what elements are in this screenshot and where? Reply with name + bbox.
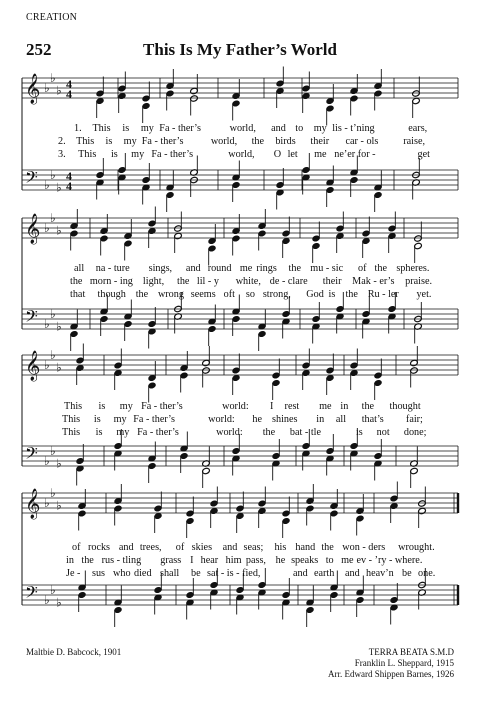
arranger-credit: Arr. Edward Shippen Barnes, 1926 — [328, 669, 454, 679]
lyric-syllable: Fa - ther’s — [159, 123, 201, 134]
lyric-syllable: the — [345, 289, 358, 300]
lyric-syllable: ears, — [408, 123, 428, 134]
flat-sign: ♭ — [44, 317, 50, 331]
lyric-syllable: and — [293, 568, 308, 579]
lyric-syllable: This — [62, 414, 81, 425]
lyric-syllable: the — [361, 401, 375, 412]
lyric-syllable: speaks — [291, 555, 319, 566]
lyric-syllable: yet. — [416, 289, 432, 300]
bass-staff — [22, 167, 458, 195]
lyric-syllable: de - clare — [269, 276, 308, 287]
lyric-syllable: the — [81, 555, 94, 566]
lyric-syllable: sings, — [148, 263, 173, 274]
lyric-syllable: Je - — [66, 568, 81, 579]
lyric-syllable: my — [119, 401, 133, 412]
lyric-syllable: trees, — [139, 542, 162, 553]
lyric-syllable: rocks — [87, 542, 111, 553]
lyric-syllable: Fa - ther’s — [141, 136, 184, 147]
lyric-syllable: though — [97, 289, 126, 300]
flat-sign: ♭ — [56, 83, 62, 98]
flat-sign: ♭ — [44, 358, 50, 372]
lyric-syllable: to — [325, 555, 334, 566]
lyric-syllable: 1. — [74, 123, 82, 134]
flat-sign: ♭ — [50, 168, 56, 182]
lyric-syllable: my — [313, 123, 327, 134]
lyric-syllable: one. — [418, 568, 436, 579]
lyric-syllable: all — [335, 414, 347, 425]
lyric-syllable: hear — [200, 555, 219, 566]
lyric-syllable: wrong — [157, 289, 184, 300]
lyric-syllable: Fa - ther’s — [137, 427, 179, 438]
lyric-syllable: birds — [275, 136, 296, 147]
lyric-syllable: spheres. — [396, 263, 430, 274]
lyric-syllable: This — [76, 136, 95, 147]
lyric-syllable: is — [328, 289, 336, 300]
flat-sign: ♭ — [44, 454, 50, 468]
lyric-syllable: the — [288, 263, 301, 274]
lyric-syllable: his — [274, 542, 287, 553]
lyric-syllable: mu - sic — [310, 263, 344, 274]
lyric-syllable: the — [262, 427, 276, 438]
lyric-syllable: the — [176, 276, 190, 287]
lyric-syllable: car - ols — [345, 136, 379, 147]
treble-clef: 𝄞 — [25, 351, 41, 381]
lyric-syllable: world, — [229, 123, 256, 134]
lyric-syllable: of — [72, 542, 81, 553]
lyric-syllable: Mak - er’s — [352, 276, 395, 287]
lyric-syllable: lis - t’ning — [332, 123, 375, 134]
lyric-syllable: I — [190, 555, 194, 566]
treble-staff — [22, 211, 458, 245]
lyric-syllable: world: — [216, 427, 243, 438]
time-signature-bottom: 4 — [66, 87, 72, 101]
lyric-syllable: him — [225, 555, 242, 566]
lyric-syllable: the — [374, 263, 388, 274]
lyric-syllable: hand — [295, 542, 316, 553]
lyric-syllable: the — [321, 542, 334, 553]
lyric-syllable: he — [275, 555, 286, 566]
lyric-syllable: of — [357, 263, 367, 274]
lyric-syllable: who — [113, 568, 131, 579]
lyric-syllable: I — [269, 401, 274, 412]
lyric-syllable: all — [74, 263, 85, 274]
lyric-syllable: God — [306, 289, 324, 300]
lyric-syllable: is — [355, 427, 363, 438]
lyric-syllable: grass — [160, 555, 182, 566]
lyric-syllable: rus - tling — [101, 555, 142, 566]
lyric-syllable: won - ders — [342, 542, 386, 553]
lyric-syllable: pass, — [245, 555, 266, 566]
lyric-syllable: done; — [403, 427, 427, 438]
flat-sign: ♭ — [44, 81, 50, 95]
lyric-syllable: me — [239, 263, 253, 274]
lyric-syllable: 3. — [58, 149, 66, 160]
lyric-syllable: get — [417, 149, 430, 160]
lyric-syllable: is — [110, 149, 118, 160]
lyric-syllable: Fa - ther’s — [141, 401, 183, 412]
lyric-syllable: and — [271, 123, 286, 134]
lyric-syllable: me — [319, 401, 332, 412]
lyric-syllable: shines — [272, 414, 298, 425]
lyric-syllable: skies — [191, 542, 213, 553]
flat-sign: ♭ — [56, 360, 62, 375]
lyric-syllable: the — [251, 136, 265, 147]
lyric-syllable: my — [140, 123, 154, 134]
lyric-syllable: world: — [208, 414, 235, 425]
lyric-syllable: white, — [235, 276, 261, 287]
lyric-syllable: Fa - ther’s — [133, 414, 175, 425]
lyric-syllable: is — [93, 414, 101, 425]
lyric-syllable: my — [131, 149, 145, 160]
lyric-syllable: he — [252, 414, 263, 425]
lyric-syllable: world: — [222, 401, 249, 412]
flat-sign: ♭ — [44, 593, 50, 607]
lyric-syllable: me — [341, 555, 354, 566]
hymn-title: This Is My Father’s World — [143, 40, 337, 59]
lyric-syllable: Ru - ler — [367, 289, 399, 300]
flat-sign: ♭ — [50, 71, 56, 85]
lyric-syllable: world, — [210, 136, 238, 147]
lyric-syllable: is — [98, 401, 106, 412]
composer-credit: Franklin L. Sheppard, 1915 — [354, 658, 454, 668]
lyric-syllable: died — [134, 568, 152, 579]
lyric-syllable: and — [185, 263, 201, 274]
lyric-syllable: me — [314, 149, 327, 160]
lyric-syllable: strong, — [262, 289, 291, 300]
bass-staff — [22, 443, 458, 471]
flat-sign: ♭ — [56, 319, 62, 334]
lyric-syllable: is — [95, 427, 103, 438]
lyric-syllable: rings — [256, 263, 277, 274]
flat-sign: ♭ — [56, 180, 62, 195]
lyric-syllable: fair; — [405, 414, 423, 425]
treble-clef: 𝄞 — [25, 214, 41, 244]
tune-name: TERRA BEATA S.M.D — [368, 647, 454, 657]
lyric-syllable: is — [122, 123, 130, 134]
lyric-syllable: na - ture — [95, 263, 130, 274]
treble-clef: 𝄞 — [25, 74, 41, 104]
lyric-syllable: and — [118, 542, 134, 553]
lyric-syllable: be — [191, 568, 201, 579]
lyric-syllable: their — [310, 136, 330, 147]
lyric-syllable: wrought. — [398, 542, 435, 553]
lyric-syllable: light, — [142, 276, 165, 287]
lyric-syllable: in — [66, 555, 74, 566]
flat-sign: ♭ — [44, 221, 50, 235]
flat-sign: ♭ — [44, 496, 50, 510]
hymn-number: 252 — [26, 40, 52, 59]
lyric-syllable: the — [70, 276, 83, 287]
lyric-syllable: my — [116, 427, 130, 438]
lyric-syllable: so — [245, 289, 255, 300]
flat-sign: ♭ — [56, 595, 62, 610]
flat-sign: ♭ — [50, 583, 56, 597]
lyric-syllable: be — [402, 568, 412, 579]
treble-staff — [22, 348, 458, 382]
flat-sign: ♭ — [50, 307, 56, 321]
bass-clef: 𝄢 — [25, 582, 38, 606]
lyric-syllable: their — [322, 276, 342, 287]
lyric-syllable: is — [105, 136, 113, 147]
time-signature-top: 4 — [66, 169, 72, 183]
lyric-syllable: This — [78, 149, 97, 160]
lyric-syllable: seems — [190, 289, 216, 300]
lyric-syllable: in — [340, 401, 349, 412]
flat-sign: ♭ — [50, 348, 56, 362]
lyric-syllable: that — [70, 289, 86, 300]
bass-clef: 𝄢 — [25, 443, 38, 467]
flat-sign: ♭ — [56, 223, 62, 238]
time-signature-top: 4 — [66, 77, 72, 91]
lyric-syllable: heav’n — [366, 568, 394, 579]
lyric-syllable: not — [376, 427, 390, 438]
lyric-syllable: thought — [389, 401, 421, 412]
time-signature-bottom: 4 — [66, 179, 72, 193]
bass-clef: 𝄢 — [25, 306, 38, 330]
author-credit: Maltbie D. Babcock, 1901 — [26, 647, 122, 657]
lyric-syllable: lil - y — [196, 276, 219, 287]
lyric-syllable: my — [113, 414, 127, 425]
lyric-syllable: morn - ing — [89, 276, 133, 287]
lyric-syllable: let — [287, 149, 298, 160]
treble-staff — [22, 71, 458, 105]
section-heading: CREATION — [26, 12, 78, 23]
lyric-syllable: rest — [284, 401, 300, 412]
lyric-syllable: praise. — [405, 276, 433, 287]
lyric-syllable: This — [64, 401, 83, 412]
lyric-syllable: that’s — [361, 414, 384, 425]
flat-sign: ♭ — [44, 178, 50, 192]
lyric-syllable: 2. — [58, 136, 66, 147]
lyric-syllable: ne’er for - — [334, 149, 376, 160]
lyric-syllable: to — [295, 123, 304, 134]
flat-sign: ♭ — [50, 211, 56, 225]
treble-clef: 𝄞 — [25, 489, 41, 519]
lyric-syllable: in — [316, 414, 325, 425]
lyric-syllable: Fa - ther’s — [151, 149, 194, 160]
lyric-syllable: This — [62, 427, 81, 438]
lyric-syllable: raise, — [403, 136, 426, 147]
lyric-syllable: ev - ’ry - where. — [356, 555, 423, 566]
lyric-syllable: round — [207, 263, 232, 274]
lyric-syllable: of — [175, 542, 185, 553]
lyric-syllable: O — [273, 149, 282, 160]
lyric-syllable: world, — [228, 149, 255, 160]
lyric-syllable: my — [123, 136, 137, 147]
lyric-syllable: bat - tle — [289, 427, 322, 438]
bass-clef: 𝄢 — [25, 167, 38, 191]
flat-sign: ♭ — [56, 498, 62, 513]
tune-credits — [328, 647, 454, 680]
lyric-syllable: and — [222, 542, 238, 553]
lyric-syllable: oft — [223, 289, 235, 300]
lyric-syllable: sat - is - fied, — [207, 568, 261, 579]
lyric-syllable: the — [135, 289, 149, 300]
flat-sign: ♭ — [56, 456, 62, 471]
lyric-syllable: seas; — [243, 542, 264, 553]
lyric-syllable: sus — [92, 568, 106, 579]
flat-sign: ♭ — [50, 444, 56, 458]
lyric-syllable: earth — [314, 568, 335, 579]
flat-sign: ♭ — [50, 486, 56, 500]
lyric-syllable: This — [92, 123, 111, 134]
lyric-syllable: shall — [160, 568, 180, 579]
lyric-syllable: and — [345, 568, 360, 579]
